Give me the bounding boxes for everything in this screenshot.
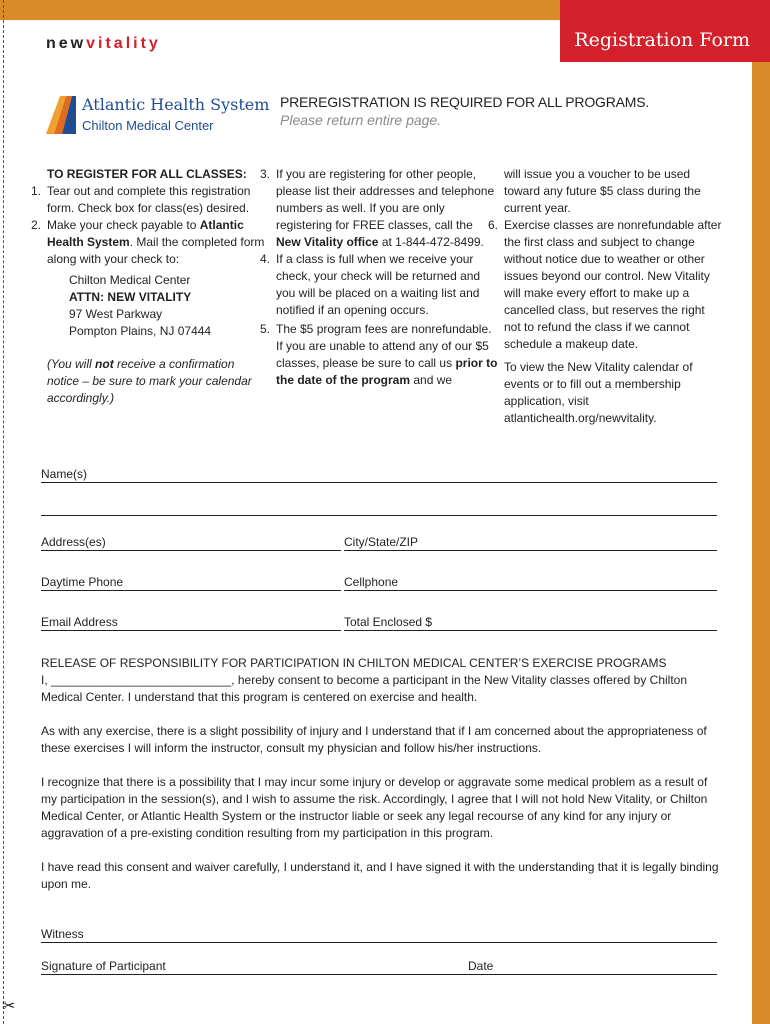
city-state-zip-field[interactable]: City/State/ZIP (344, 533, 717, 551)
instruction-item-1: 1. Tear out and complete this registration form. Check box for class(es) desired. (30, 184, 251, 215)
brand-wordmark: newvitality (46, 35, 161, 52)
release-paragraph-3: I recognize that there is a possibility that I may incur some injury or develop or aggravate some medical problem as a result of my participation in the session(s), and I wish to assume the risk. Accordingly, I agree that I will not hold New Vitality, or Chilton Medical Center, or Atlantic Health System or the instructor liable or seek any legal recourse of any kind for any injury or aggravation of a pre-existing condition resulting from my participation in this program. (41, 775, 708, 840)
instruction-item-4: 4. If a class is full when we receive your check, your check will be returned and you will be placed on a waiting list and notified if an opening occurs. (259, 252, 481, 317)
return-page-note: Please return entire page. (280, 112, 442, 128)
instruction-item-3: 3. If you are registering for other people, please list their addresses and telephone numbers as well. If you are only registering for FREE classes, call the New Vitality office at 1-844-472-8499. (259, 167, 495, 249)
address-field[interactable]: Address(es) (41, 533, 341, 551)
instruction-item-6: 6. Exercise classes are nonrefundable after the first class and subject to change without notice due to weather or other issues beyond our control. New Vitality will make every effort to make up a cancelled class, but reserves the right not to refund the class if we cannot schedule a makeup date. (487, 218, 722, 351)
instruction-item-5: 5. The $5 program fees are nonrefundable. If you are unable to attend any of our $5 classes, please be sure to call us prior to the date of the program and we (259, 322, 498, 387)
instruction-item-5-continued: will issue you a voucher to be used toward any future $5 class during the current year. (504, 167, 701, 215)
release-paragraph-2: As with any exercise, there is a slight possibility of injury and I understand that if I am concerned about the appropriateness of these exercises I will inform the instructor, consult my physician and follow his/her instructions. (41, 724, 707, 755)
confirmation-note: (You will not receive a confirmation notice – be sure to mark your calendar accordingly.) (47, 357, 252, 405)
instructions-column-3 (487, 166, 724, 427)
mailing-address: Chilton Medical Center ATTN: NEW VITALITY 97 West Parkway Pompton Plains, NJ 07444 (69, 273, 212, 338)
email-field[interactable]: Email Address (41, 613, 341, 631)
scissors-icon: ✂ (2, 998, 16, 1015)
names-field[interactable]: Name(s) (41, 465, 717, 483)
title-banner (560, 0, 770, 62)
right-accent-bar (752, 60, 770, 1024)
release-title: RELEASE OF RESPONSIBILITY FOR PARTICIPATION IN CHILTON MEDICAL CENTER’S EXERCISE PROGRAMS (41, 656, 667, 670)
release-consent: I, ___________________________, hereby consent to become a participant in the New Vitality classes offered by Chilton Medical Center. I understand that this program is centered on exercise and health. (41, 673, 688, 704)
logo-line-1: Atlantic Health System (82, 95, 270, 114)
cut-line (2, 0, 16, 1024)
preregistration-heading: PREREGISTRATION IS REQUIRED FOR ALL PROGRAMS. (280, 94, 650, 110)
date-field[interactable]: Date (468, 957, 717, 975)
calendar-info: To view the New Vitality calendar of events or to fill out a membership application, visit atlantichealth.org/newvitality. (504, 360, 693, 425)
instructions-column-2 (259, 166, 498, 389)
participant-signature-field[interactable]: Signature of Participant (41, 957, 468, 975)
release-paragraph-4: I have read this consent and waiver carefully, I understand it, and I have signed it with the understanding that it is legally binding upon me. (41, 860, 719, 891)
instructions-column-1 (30, 166, 267, 407)
logo-line-2: Chilton Medical Center (82, 118, 214, 133)
cellphone-field[interactable]: Cellphone (344, 573, 717, 591)
names-field-line-2[interactable] (41, 498, 717, 516)
witness-field[interactable]: Witness (41, 925, 717, 943)
atlantic-health-logo (46, 95, 270, 140)
instruction-item-2: 2. Make your check payable to Atlantic Health System. Mail the completed form along with your check to: (30, 218, 265, 266)
instructions-heading: TO REGISTER FOR ALL CLASSES: (47, 167, 247, 181)
logo-mark-icon (46, 96, 76, 134)
form-title: Registration Form (574, 29, 750, 51)
daytime-phone-field[interactable]: Daytime Phone (41, 573, 341, 591)
total-enclosed-field[interactable]: Total Enclosed $ (344, 613, 717, 631)
